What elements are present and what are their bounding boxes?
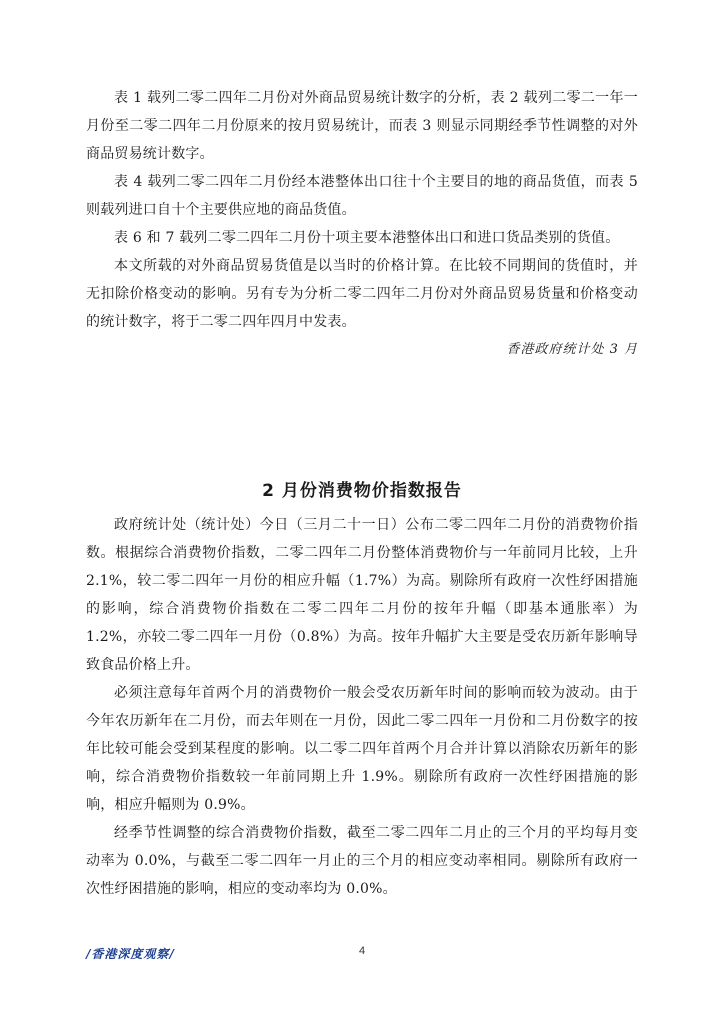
report-title: 2 月份消费物价指数报告 [262, 481, 462, 502]
intro-paragraph-1: 表 1 载列二零二四年二月份对外商品贸易统计数字的分析，表 2 载列二零二一年一月份至二零二四年二月份原来的按月贸易统计，而表 3 则显示同期经季节性调整的对外商品贸易统计数字。 [86, 90, 638, 162]
cpi-report-body [86, 511, 638, 903]
report-paragraph-1: 政府统计处（统计处）今日（三月二十一日）公布二零二四年二月份的消费物价指数。根据综合消费物价指数，二零二四年二月份整体消费物价与一年前同月比较，上升 2.1%，较二零二四年一月份的相应升幅（1.7%）为高。剔除所有政府一次性纾困措施的影响，综合消费物价指数在二零二四年二月份的按年升幅（即基本通胀率）为 1.2%，亦较二零二四年一月份（0.8%）为高。按年升幅扩大主要是受农历新年影响导致食品价格上升。 [86, 517, 638, 673]
intro-paragraph-4: 本文所载的对外商品贸易货值是以当时的价格计算。在比较不同期间的货值时，并无扣除价格变动的影响。另有专为分析二零二四年二月份对外商品贸易货量和价格变动的统计数字，将于二零二四年四月中发表。 [86, 258, 638, 330]
report-paragraph-2: 必须注意每年首两个月的消费物价一般会受农历新年时间的影响而较为波动。由于今年农历新年在二月份，而去年则在一月份，因此二零二四年一月份和二月份数字的按年比较可能会受到某程度的影响。以二零二四年首两个月合并计算以消除农历新年的影响，综合消费物价指数较一年前同期上升 1.9%。剔除所有政府一次性纾困措施的影响，相应升幅则为 0.9%。 [86, 685, 638, 813]
page-number: 4 [358, 945, 366, 957]
report-paragraph-3: 经季节性调整的综合消费物价指数，截至二零二四年二月止的三个月的平均每月变动率为 0.0%，与截至二零二四年一月止的三个月的相应变动率相同。剔除所有政府一次性纾困措施的影响，相应的变动率均为 0.0%。 [86, 825, 638, 897]
intro-paragraph-2: 表 4 载列二零二四年二月份经本港整体出口往十个主要目的地的商品货值，而表 5 则载列进口自十个主要供应地的商品货值。 [86, 174, 638, 218]
footer-brand: /香港深度观察/ [86, 947, 175, 961]
intro-paragraph-3: 表 6 和 7 载列二零二四年二月份十项主要本港整体出口和进口货品类别的货值。 [114, 230, 620, 246]
trade-statistics-notes [86, 84, 638, 336]
source-signature: 香港政府统计处 3 月 [506, 342, 638, 357]
